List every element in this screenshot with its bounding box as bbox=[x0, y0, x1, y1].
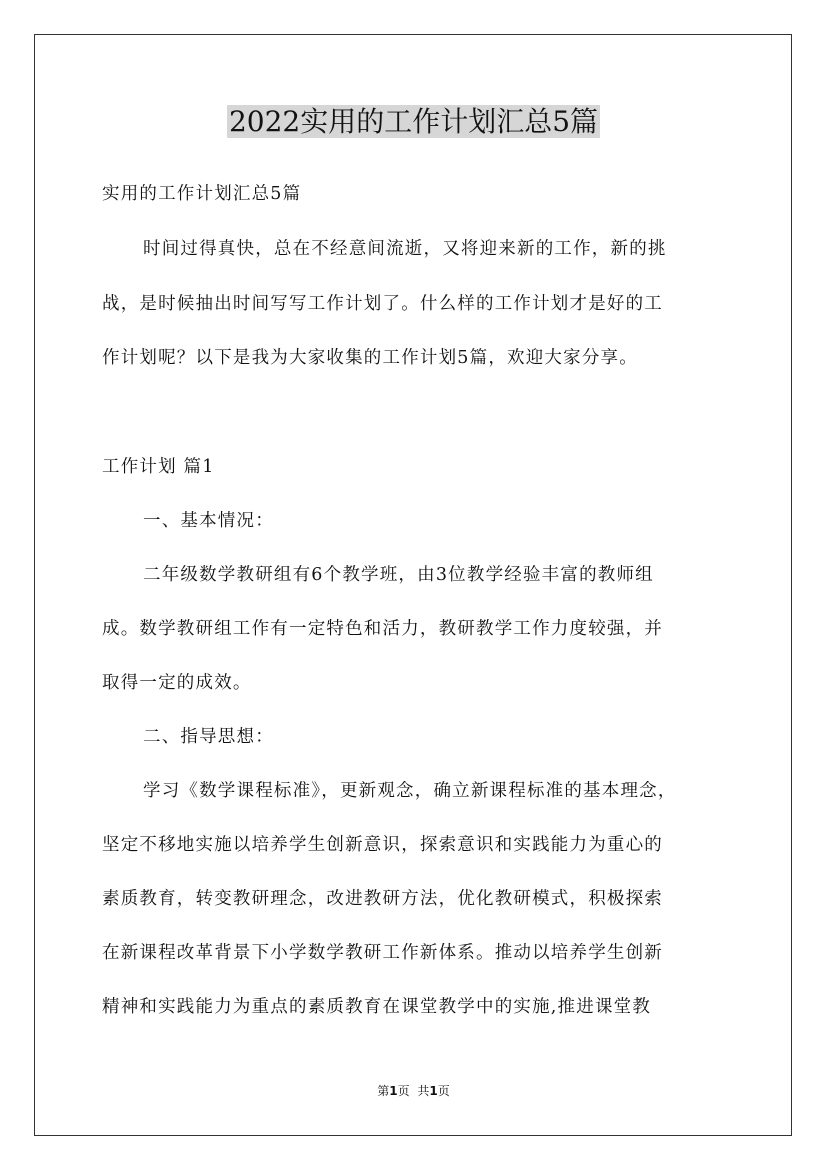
subtitle-line: 实用的工作计划汇总5篇 bbox=[102, 184, 302, 204]
document-title-text: 2022实用的工作计划汇总5篇 bbox=[228, 105, 599, 138]
body-line-6: 素质教育，转变教研理念，改进教研方法，优化教研模式，积极探索 bbox=[102, 889, 663, 909]
intro-line-3: 作计划呢？以下是我为大家收集的工作计划5篇，欢迎大家分享。 bbox=[102, 348, 638, 368]
intro-line-1: 时间过得真快，总在不经意间流逝，又将迎来新的工作，新的挑 bbox=[143, 239, 667, 259]
body-line-7: 在新课程改革背景下小学数学教研工作新体系。推动以培养学生创新 bbox=[102, 943, 663, 963]
section-heading-plan-1: 工作计划 篇1 bbox=[102, 457, 215, 477]
footer-total-prefix: 共 bbox=[417, 1084, 430, 1098]
body-line-5: 坚定不移地实施以培养学生创新意识，探索意识和实践能力为重心的 bbox=[102, 835, 663, 855]
footer-total-number: 1 bbox=[429, 1084, 438, 1098]
footer-total-suffix: 页 bbox=[437, 1084, 450, 1098]
body-line-8: 精神和实践能力为重点的素质教育在课堂教学中的实施,推进课堂教 bbox=[102, 997, 652, 1017]
intro-line-2: 战，是时候抽出时间写写工作计划了。什么样的工作计划才是好的工 bbox=[102, 294, 663, 314]
body-line-1: 二年级数学教研组有6个教学班，由3位教学经验丰富的教师组 bbox=[143, 565, 654, 585]
footer-page-prefix: 第 bbox=[377, 1084, 390, 1098]
page-footer bbox=[0, 1083, 827, 1099]
footer-page-suffix: 页 bbox=[397, 1084, 410, 1098]
body-line-3: 取得一定的成效。 bbox=[102, 673, 252, 693]
footer-page-number: 1 bbox=[389, 1084, 398, 1098]
document-title bbox=[0, 104, 827, 140]
body-line-4: 学习《数学课程标准》，更新观念，确立新课程标准的基本理念， bbox=[143, 781, 677, 801]
subheading-guiding-ideology: 二、指导思想： bbox=[143, 727, 274, 747]
subheading-basic-situation: 一、基本情况： bbox=[143, 511, 274, 531]
body-line-2: 成。数学教研组工作有一定特色和活力，教研教学工作力度较强，并 bbox=[102, 619, 663, 639]
